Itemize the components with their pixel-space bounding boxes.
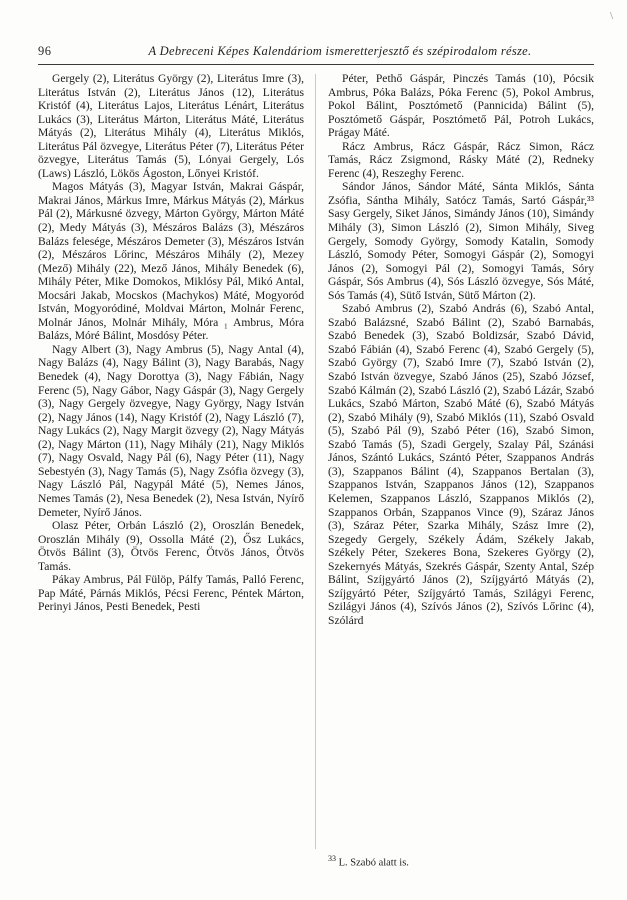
folio-number: 96 [38, 44, 52, 58]
right-text-column [328, 72, 594, 627]
paragraph: Magos Mátyás (3), Magyar István, Makrai Gáspár, Makrai János, Márkus Imre, Márkus Mátyás (2), Márkus Pál (2), Márkusné özvegy, Márton György, Márton Máté (2), Medy Mátyás (3), Mészáros Balázs (3), Mészáros Balázs felesége, Mészáros Demeter (3), Mészáros István (2), Mészáros Lőrinc, Mészáros Mihály (2), Mezey (Mező) Mihály (22), Mező János, Mihály Benedek (6), Mihály Péter, Mike Domokos, Miklósy Pál, Mikó Antal, Mocsári Jakab, Mocskos (Machykos) Máté, Mogyoród István, Mogyoródiné, Moldvai Márton, Molnár Ferenc, Molnár János, Molnár Mihály, Móra ₁ Ambrus, Móra Balázs, Móré Bálint, Mosdósy Péter. [38, 180, 304, 343]
paragraph: Péter, Pethő Gáspár, Pinczés Tamás (10), Pócsik Ambrus, Póka Balázs, Póka Ferenc (5), Pokol Ambrus, Pokol Bálint, Posztómető (Pannicida) Bálint (5), Posztómető Gáspár, Posztómető Pál, Potroh Lukács, Prágay Máté. [328, 72, 594, 140]
footnote-text: L. Szabó alatt is. [338, 857, 409, 868]
page-header [38, 44, 594, 64]
paragraph: Olasz Péter, Orbán László (2), Oroszlán Benedek, Oroszlán Mihály (9), Ossolla Máté (2), Ősz Lukács, Ötvös Bálint (3), Ötvös Ferenc, Ötvös János, Ötvös Tamás. [38, 519, 304, 573]
paragraph: Szabó Ambrus (2), Szabó András (6), Szabó Antal, Szabó Balázsné, Szabó Bálint (2), Szabó Barnabás, Szabó Benedek (3), Szabó Boldizsár, Szabó Dávid, Szabó Fábián (4), Szabó Ferenc (4), Szabó Gergely (5), Szabó György (7), Szabó Imre (7), Szabó István (2), Szabó István özvegye, Szabó János (25), Szabó József, Szabó Kálmán (2), Szabó László (2), Szabó Lázár, Szabó Lukács, Szabó Márton, Szabó Máté (6), Szabó Mátyás (2), Szabó Mihály (9), Szabó Miklós (11), Szabó Osvald (5), Szabó Pál (9), Szabó Péter (16), Szabó Simon, Szabó Tamás (5), Szadi Gergely, Szalay Pál, Szánási János, Szántó Lukács, Szántó Péter, Szappanos András (3), Szappanos Bálint (4), Szappanos Bertalan (3), Szappanos István, Szappanos János (12), Szappanos Kelemen, Szappanos László, Szappanos Miklós (2), Szappanos Orbán, Szappanos Vince (9), Száraz János (3), Száraz Péter, Szarka Mihály, Szász Imre (2), Szegedy Gergely, Székely Ádám, Székely Jakab, Székely Péter, Szekeres Bona, Szekeres György (2), Szekernyés Mátyás, Szekrés Gáspár, Szenty Antal, Szép Bálint, Szíjgyártó János (2), Szíjgyártó Mátyás (2), Szíjgyártó Péter, Szíjgyártó Tamás, Szilágyi Ferenc, Szilágyi János (4), Szívós János (2), Szívós Lőrinc (4), Szólárd [328, 302, 594, 627]
body-columns [38, 72, 594, 872]
paragraph: Rácz Ambrus, Rácz Gáspár, Rácz Simon, Rácz Tamás, Rácz Zsigmond, Rásky Máté (2), Redneky Ferenc (4), Reszeghy Ferenc. [328, 139, 594, 180]
header-rule [38, 64, 594, 65]
paragraph: Nagy Albert (3), Nagy Ambrus (5), Nagy Antal (4), Nagy Balázs (4), Nagy Bálint (3), Nagy Barabás, Nagy Benedek (4), Nagy Dorottya (3), Nagy Fábián, Nagy Ferenc (5), Nagy Gábor, Nagy Gáspár (3), Nagy Gergely (3), Nagy Gergely özvegye, Nagy György, Nagy István (2), Nagy János (14), Nagy Kristóf (2), Nagy László (7), Nagy Lukács (2), Nagy Margit özvegy (2), Nagy Mátyás (2), Nagy Márton (11), Nagy Mihály (21), Nagy Miklós (7), Nagy Osvald, Nagy Pál (6), Nagy Péter (11), Nagy Sebestyén (3), Nagy Tamás (5), Nagy Zsófia özvegy (3), Nagy László Pál, Nagypál Máté (5), Nemes János, Nemes Tamás (2), Nesa Benedek (2), Nesa István, Nyírő Demeter, Nyírő János. [38, 342, 304, 519]
footnote-number: 33 [328, 853, 336, 863]
corner-scan-mark: \ [609, 10, 613, 22]
footnote-area [328, 853, 594, 870]
paragraph: Sándor János, Sándor Máté, Sánta Miklós, Sánta Zsófia, Sántha Mihály, Satócz Tamás, Sartó Gáspár,³³ Sasy Gergely, Siket János, Simándy János (10), Simándy Mihály (3), Simon László (2), Simon Mihály, Siveg Gergely, Somody György, Somody Katalin, Somody László, Somody Péter, Somogyi Gáspár (2), Somogyi János (2), Somogyi Pál (2), Somogyi Tamás, Sóry Gáspár, Sós Ambrus (4), Sós László özvegye, Sós Máté, Sós Tamás (4), Sütő István, Sütő Márton (2). [328, 180, 594, 302]
left-text-column [38, 72, 304, 614]
column-divider [315, 74, 316, 849]
paragraph: Pákay Ambrus, Pál Fülöp, Pálfy Tamás, Palló Ferenc, Pap Máté, Párnás Miklós, Pécsi Ferenc, Péntek Márton, Perinyi János, Pesti Benedek, Pesti [38, 573, 304, 614]
footnote [328, 853, 594, 870]
paragraph: Gergely (2), Literátus György (2), Literátus Imre (3), Literátus István (2), Literátus János (12), Literátus Kristóf (4), Literátus Lajos, Literátus Lénárt, Literátus Lukács (3), Literátus Márton, Literátus Máté, Literátus Mátyás (2), Literátus Mihály (4), Literátus Miklós, Literátus Pál özvegye, Literátus Péter (7), Literátus Péter özvegye, Literátus Tamás (5), Lónyai Gergely, Lós (Laws) László, Lökös Ágoston, Lőnyei Kristóf. [38, 72, 304, 180]
running-title: A Debreceni Képes Kalendáriom ismeretterjesztő és szépirodalom része. [148, 44, 532, 58]
